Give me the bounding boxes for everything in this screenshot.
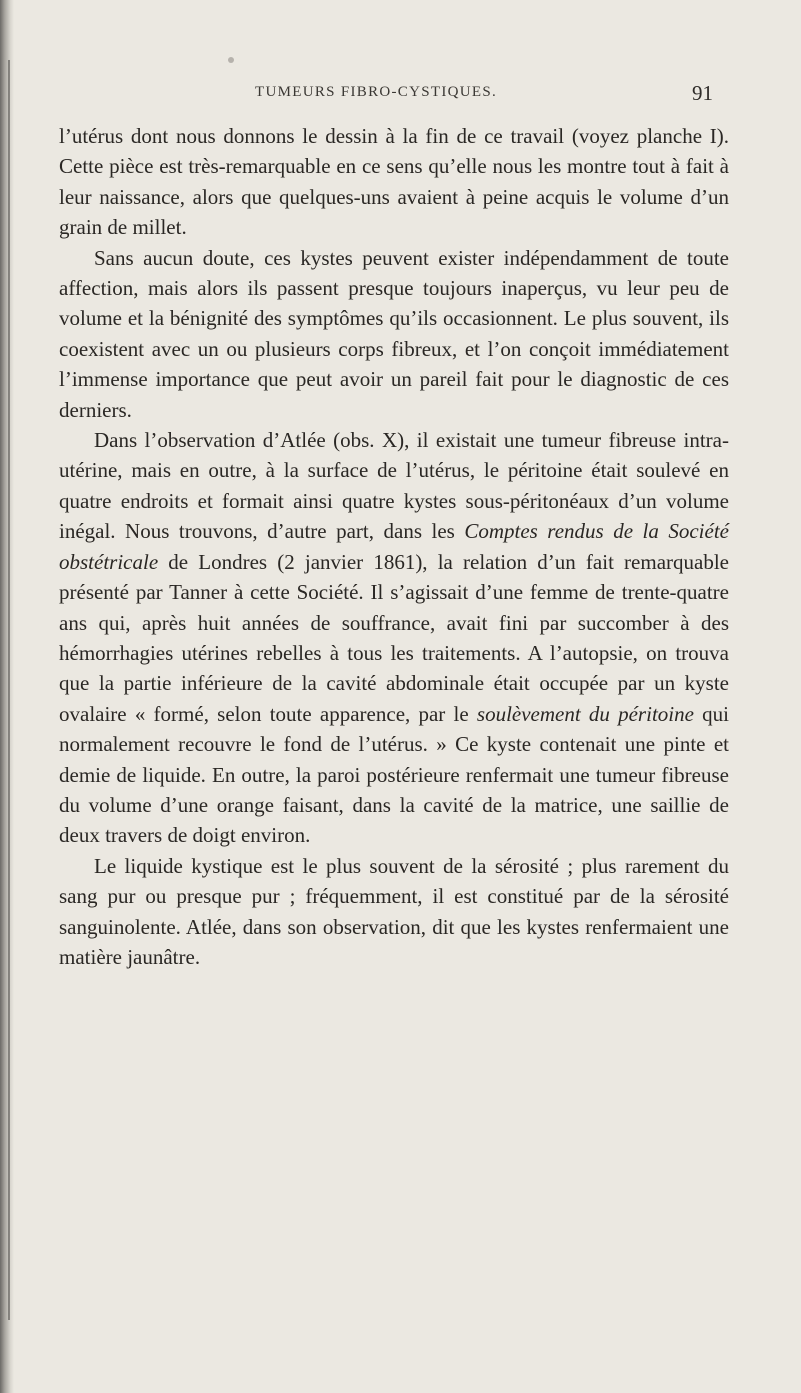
paragraph-1: l’utérus dont nous donnons le dessin à la fin de ce travail (voyez planche I). Cette pièce est très-remarquable en ce sens qu’elle nous les montre tout à fait à leur naissance, alors que quelques-uns avaient à peine acquis le volume d’un grain de millet. (59, 124, 729, 240)
journal-title: Comptes rendus de la Société obstétricale (59, 519, 729, 574)
ink-speck (228, 57, 234, 63)
paragraph-3-text-e: qui normalement recouvre le fond de l’utérus. » Ce kyste contenait une pinte et demie de liquide. En outre, la paroi postérieure renfermait une tumeur fibreuse du volume d’une orange faisant, dans la cavité de la matrice, une saillie de deux travers de doigt environ. (59, 701, 729, 848)
paragraph-3-text-a: Dans l’observation d’Atlée (obs. X), il existait une tumeur fibreuse intra-utérine, mais en outre, à la surface de l’utérus, le péritoine était soulevé en quatre endroits et formait ainsi quatre kystes sous-péritonéaux d’un volume inégal. Nous trouvons, d’autre part, dans les (59, 428, 729, 544)
running-title: TUMEURS FIBRO-CYSTIQUES. (255, 84, 498, 100)
page-number: 91 (692, 81, 713, 105)
paragraph-3-text-c: de Londres (2 janvier 1861), la relation d’un fait remarquable présenté par Tanner à cette Société. Il s’agissait d’une femme de trente-quatre ans qui, après huit années de souffrance, avait fini par succomber à des hémorrhagies utérines rebelles à tous les traitements. A l’autopsie, on trouva que la partie inférieure de la cavité abdominale était occupée par un kyste ovalaire « formé, selon toute apparence, par le (59, 549, 729, 726)
binding-edge (8, 60, 10, 1320)
paragraph-3 (59, 425, 729, 851)
emphasis-phrase: soulèvement du péritoine (476, 701, 694, 726)
paragraph-4: Le liquide kystique est le plus souvent de la sérosité ; plus rarement du sang pur ou presque pur ; fréquemment, il est constitué par de la sérosité sanguinolente. Atlée, dans son observation, dit que les kystes renfermaient une matière jaunâtre. (59, 853, 729, 969)
body-text (59, 121, 729, 972)
page-header (0, 81, 801, 108)
paragraph-2: Sans aucun doute, ces kystes peuvent exister indépendamment de toute affection, mais alors ils passent presque toujours inaperçus, vu leur peu de volume et la bénignité des symptômes qu’ils occasionnent. Le plus souvent, ils coexistent avec un ou plusieurs corps fibreux, et l’on conçoit immédiatement l’immense importance que peut avoir un pareil fait pour le diagnostic de ces derniers. (59, 245, 729, 422)
binding-shadow (0, 0, 14, 1393)
